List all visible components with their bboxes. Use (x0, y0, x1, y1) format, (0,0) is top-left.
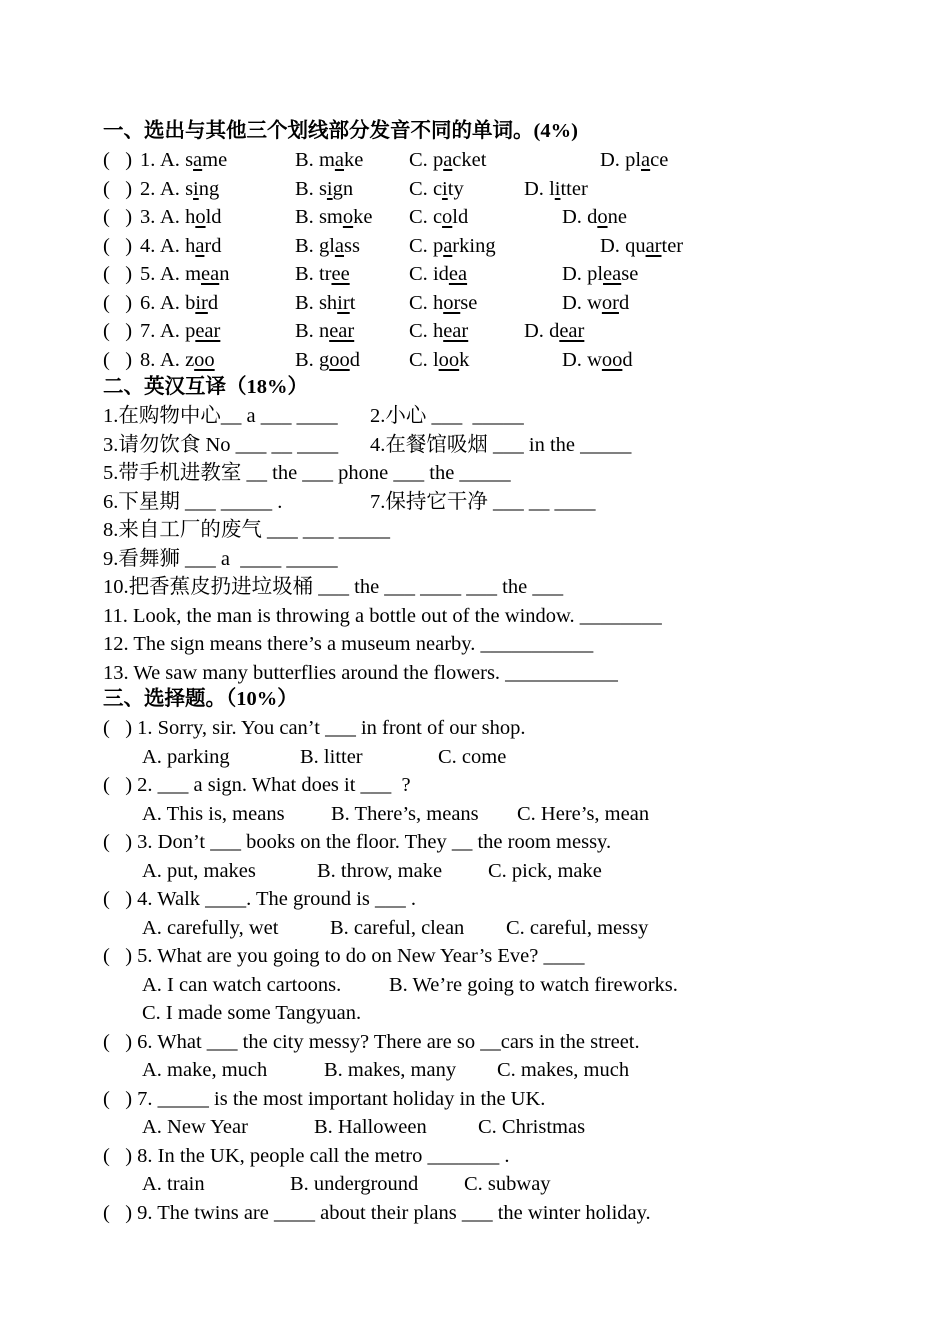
choice-option[interactable]: B. underground (290, 1173, 419, 1195)
word-part: h (432, 320, 444, 342)
option-letter: D. (524, 320, 544, 342)
choice-option[interactable]: C. Here’s, mean (517, 802, 650, 825)
word-part: d (587, 206, 598, 228)
option-b (295, 203, 372, 231)
answer-bracket[interactable]: ( ) (103, 177, 133, 200)
option-letter: D. (562, 263, 582, 285)
option-letter: A. (160, 177, 180, 200)
word-part: b (185, 291, 196, 314)
choice-option[interactable]: B. throw, make (317, 859, 443, 882)
underlined-letters: oo (601, 348, 623, 371)
word-part: p (432, 149, 444, 171)
choice-option[interactable]: A. train (142, 1173, 205, 1195)
option-b (295, 289, 355, 317)
word-part: h (432, 291, 444, 314)
word-part: h (185, 234, 196, 257)
word-part: tter (560, 177, 588, 200)
choice-option[interactable]: A. make, much (142, 1059, 268, 1081)
choice-option[interactable]: A. This is, means (142, 802, 285, 825)
choice-options (103, 1170, 823, 1198)
word-part: s (185, 177, 194, 200)
underlined-letters: ea (603, 263, 622, 285)
option-letter: B. (295, 263, 314, 285)
pronunciation-item (103, 232, 823, 260)
underlined-letters: i (326, 177, 333, 200)
option-letter: C. (409, 348, 428, 371)
option-a (160, 175, 219, 203)
answer-bracket[interactable]: ( ) (103, 348, 133, 371)
choice-option[interactable]: B. makes, many (324, 1059, 457, 1081)
translation-item (103, 573, 823, 601)
choice-question: ( ) 9. The twins are ____ about their plans ___ the winter holiday. (103, 1201, 651, 1224)
section3-heading: 三、选择题。（10%） (103, 688, 298, 710)
option-letter: B. (295, 291, 314, 314)
translation-text: 10.把香蕉皮扔进垃圾桶 ___ the ___ ____ ___ the ___ (103, 576, 564, 598)
option-a (160, 232, 222, 260)
option-letter: B. (295, 234, 314, 257)
choice-option[interactable]: C. I made some Tangyuan. (142, 1002, 362, 1024)
translation-text: 8.来自工厂的废气 ___ ___ _____ (103, 519, 390, 541)
word-part: s (185, 149, 194, 171)
option-letter: C. (409, 263, 428, 285)
choice-option[interactable]: B. We’re going to watch fireworks. (389, 973, 678, 996)
translation-text: 6.下星期 ___ _____ . (103, 490, 283, 513)
option-letter: C. (409, 149, 428, 171)
option-letter: A. (160, 348, 180, 371)
option-c (409, 203, 468, 231)
underlined-letters: ea (201, 263, 220, 285)
translation-text: 3.请勿饮食 No ___ __ ____ (103, 433, 339, 456)
option-d (600, 146, 668, 174)
option-letter: C. (409, 177, 428, 200)
underlined-letters: ear (443, 320, 469, 342)
word-part: ter (661, 234, 684, 257)
option-a (160, 346, 215, 374)
choice-question: ( ) 6. What ___ the city messy? There are so __cars in the street. (103, 1030, 640, 1053)
translation-text: 12. The sign means there’s a museum nearby. ___________ (103, 633, 594, 655)
choice-option[interactable]: A. parking (142, 745, 230, 768)
answer-bracket[interactable]: ( ) (103, 291, 133, 314)
option-a (160, 260, 229, 288)
underlined-letters: a (334, 149, 344, 171)
pronunciation-item (103, 346, 823, 374)
option-a (160, 146, 227, 174)
word-part: ss (344, 234, 360, 257)
option-letter: D. (562, 291, 582, 314)
underlined-letters: ea (448, 263, 468, 285)
choice-question: ( ) 5. What are you going to do on New Year’s Eve? ____ (103, 945, 585, 967)
translation-item (103, 459, 823, 487)
word-part: w (587, 348, 602, 371)
word-part: p (185, 320, 196, 342)
option-letter: B. (295, 320, 314, 342)
translation-text: 9.看舞狮 ___ a ____ _____ (103, 547, 338, 570)
choice-option[interactable]: A. I can watch cartoons. (142, 973, 342, 996)
choice-option[interactable]: A. put, makes (142, 859, 256, 882)
word-part: g (318, 348, 330, 371)
question-number: 1. (140, 149, 156, 171)
word-part: cket (452, 149, 487, 171)
choice-options (103, 800, 823, 828)
question-number: 3. (140, 206, 156, 228)
choice-option[interactable]: A. carefully, wet (142, 916, 279, 939)
underlined-letters: o (442, 206, 453, 228)
word-part: s (318, 177, 327, 200)
word-part: h (185, 206, 196, 228)
pronunciation-item (103, 203, 823, 231)
answer-bracket[interactable]: ( ) (103, 234, 133, 257)
translation-item (103, 516, 823, 544)
option-a (160, 317, 220, 345)
underlined-letters: a (193, 149, 203, 171)
underlined-letters: oo (329, 348, 350, 371)
choice-options (103, 971, 823, 999)
underlined-letters: oo (438, 348, 460, 371)
choice-option[interactable]: B. There’s, means (331, 802, 479, 825)
question-number: 4. (140, 234, 156, 257)
word-part: rd (204, 234, 222, 257)
option-letter: D. (600, 234, 620, 257)
underlined-letters: i (442, 177, 448, 200)
translation-item (103, 545, 823, 573)
word-part: d (618, 291, 630, 314)
underlined-letters: o (597, 206, 608, 228)
word-part: c (432, 177, 443, 200)
underlined-letters: or (443, 291, 461, 314)
translation-text: 2.小心 ___ _____ (370, 405, 524, 427)
option-d (524, 175, 588, 203)
option-letter: A. (160, 206, 180, 228)
underlined-letters: ar (645, 234, 662, 257)
option-b (295, 146, 363, 174)
translation-item (103, 488, 823, 516)
word-part: t (349, 291, 356, 314)
option-c (409, 260, 467, 288)
word-part: d (549, 320, 560, 342)
choice-option[interactable]: B. Halloween (314, 1116, 427, 1138)
choice-question: ( ) 8. In the UK, people call the metro _______ . (103, 1144, 510, 1167)
word-part: gn (332, 177, 354, 200)
choice-question: ( ) 1. Sorry, sir. You can’t ___ in front of our shop. (103, 717, 526, 739)
option-letter: D. (562, 348, 582, 371)
option-d (562, 203, 627, 231)
word-part: ke (344, 149, 364, 171)
option-letter: D. (562, 206, 582, 228)
word-part: ng (198, 177, 220, 200)
word-part: se (621, 263, 639, 285)
option-letter: D. (524, 177, 544, 200)
word-part: me (202, 149, 228, 171)
option-b (295, 346, 360, 374)
translation-item (103, 630, 823, 658)
translation-text: 11. Look, the man is throwing a bottle out of the window. ________ (103, 604, 662, 627)
option-c (409, 289, 477, 317)
option-c (409, 317, 468, 345)
word-part: ne (607, 206, 627, 228)
word-part: gl (318, 234, 335, 257)
choice-option[interactable]: B. careful, clean (330, 916, 465, 939)
underlined-letters: o (195, 206, 206, 228)
underlined-letters: or (601, 291, 619, 314)
pronunciation-item (103, 175, 823, 203)
choice-question: ( ) 3. Don’t ___ books on the floor. They __ the room messy. (103, 831, 612, 853)
option-a (160, 289, 218, 317)
choice-options (103, 857, 823, 885)
underlined-letters: ir (195, 291, 208, 314)
choice-options (103, 1113, 823, 1141)
question-number: 6. (140, 291, 156, 314)
option-letter: B. (295, 348, 314, 371)
underlined-letters: a (195, 234, 205, 257)
option-letter: A. (160, 291, 180, 314)
word-part: pl (587, 263, 604, 285)
underlined-letters: oo (194, 348, 215, 371)
underlined-letters: o (342, 206, 354, 228)
question-number: 5. (140, 263, 156, 285)
word-part: n (219, 263, 230, 285)
pronunciation-item (103, 146, 823, 174)
underlined-letters: ee (331, 263, 350, 285)
translation-text: 1.在购物中心__ a ___ ____ (103, 405, 338, 427)
choice-option[interactable]: C. makes, much (497, 1059, 630, 1081)
underlined-letters: ir (337, 291, 350, 314)
section1-heading: 一、选出与其他三个划线部分发音不同的单词。(4%) (103, 120, 578, 142)
translation-text: 4.在餐馆吸烟 ___ in the _____ (370, 433, 632, 456)
underlined-letters: a (443, 149, 453, 171)
word-part: m (318, 149, 335, 171)
word-part: m (185, 263, 202, 285)
choice-question: ( ) 7. _____ is the most important holiday in the UK. (103, 1087, 546, 1110)
choice-options (103, 1056, 823, 1084)
option-letter: B. (295, 206, 314, 228)
translation-text: 5.带手机进教室 __ the ___ phone ___ the _____ (103, 462, 511, 484)
word-part: qu (625, 234, 646, 257)
question-number: 7. (140, 320, 156, 342)
translation-item (103, 659, 823, 687)
option-c (409, 346, 469, 374)
word-part: w (587, 291, 602, 314)
section2-heading: 二、英汉互译（18%） (103, 376, 308, 398)
word-part: d (207, 291, 219, 314)
word-part: tr (318, 263, 332, 285)
word-part: n (318, 320, 330, 342)
word-part: ld (452, 206, 469, 228)
word-part: sm (318, 206, 343, 228)
translation-text: 7.保持它干净 ___ __ ____ (370, 490, 596, 513)
option-letter: D. (600, 149, 620, 171)
option-a (160, 203, 222, 231)
option-b (295, 232, 360, 260)
choice-options (103, 914, 823, 942)
answer-bracket[interactable]: ( ) (103, 320, 133, 342)
choice-options (103, 999, 823, 1027)
pronunciation-item (103, 289, 823, 317)
word-part: k (459, 348, 470, 371)
word-part: z (185, 348, 195, 371)
word-part: id (432, 263, 449, 285)
option-letter: B. (295, 177, 314, 200)
underlined-letters: i (554, 177, 561, 200)
underlined-letters: ear (195, 320, 221, 342)
translation-item (103, 431, 823, 459)
word-part: ty (447, 177, 464, 200)
option-d (562, 260, 638, 288)
choice-options (103, 743, 823, 771)
word-part: se (460, 291, 478, 314)
word-part: l (432, 348, 439, 371)
option-letter: C. (409, 206, 428, 228)
choice-option[interactable]: C. come (438, 745, 507, 768)
underlined-letters: i (193, 177, 199, 200)
word-part: sh (318, 291, 338, 314)
choice-option[interactable]: C. subway (464, 1173, 551, 1195)
choice-question: ( ) 4. Walk ____. The ground is ___ . (103, 888, 417, 910)
word-part: p (432, 234, 444, 257)
choice-question: ( ) 2. ___ a sign. What does it ___ ? (103, 774, 411, 796)
word-part: rking (452, 234, 496, 257)
option-letter: A. (160, 263, 180, 285)
word-part: l (549, 177, 555, 200)
word-part: ce (650, 149, 669, 171)
option-letter: C. (409, 320, 428, 342)
pronunciation-item (103, 317, 823, 345)
option-letter: C. (409, 291, 428, 314)
word-part: ld (205, 206, 222, 228)
choice-option[interactable]: B. litter (300, 745, 363, 768)
word-part: c (432, 206, 443, 228)
word-part: pl (625, 149, 642, 171)
option-b (295, 317, 354, 345)
option-c (409, 175, 464, 203)
translation-text: 13. We saw many butterflies around the flowers. ___________ (103, 661, 618, 684)
choice-option[interactable]: C. Christmas (478, 1116, 586, 1138)
word-part: d (349, 348, 360, 371)
underlined-letters: a (443, 234, 453, 257)
underlined-letters: a (641, 149, 651, 171)
option-letter: A. (160, 149, 180, 171)
underlined-letters: a (334, 234, 344, 257)
answer-bracket[interactable]: ( ) (103, 206, 133, 228)
option-d (600, 232, 683, 260)
option-c (409, 146, 486, 174)
option-c (409, 232, 496, 260)
choice-option[interactable]: A. New Year (142, 1116, 248, 1138)
question-number: 8. (140, 348, 156, 371)
option-d (562, 289, 629, 317)
choice-option[interactable]: C. careful, messy (506, 916, 649, 939)
word-part: d (622, 348, 633, 371)
word-part: ke (353, 206, 373, 228)
option-letter: C. (409, 234, 428, 257)
option-b (295, 260, 350, 288)
pronunciation-item (103, 260, 823, 288)
option-d (524, 317, 584, 345)
choice-option[interactable]: C. pick, make (488, 859, 602, 882)
translation-item (103, 402, 823, 430)
question-number: 2. (140, 177, 156, 200)
translation-item (103, 602, 823, 630)
answer-bracket[interactable]: ( ) (103, 263, 133, 285)
underlined-letters: ear (329, 320, 355, 342)
answer-bracket[interactable]: ( ) (103, 149, 133, 171)
option-d (562, 346, 633, 374)
underlined-letters: ear (559, 320, 585, 342)
option-letter: A. (160, 234, 180, 257)
option-letter: B. (295, 149, 314, 171)
option-b (295, 175, 353, 203)
option-letter: A. (160, 320, 180, 342)
